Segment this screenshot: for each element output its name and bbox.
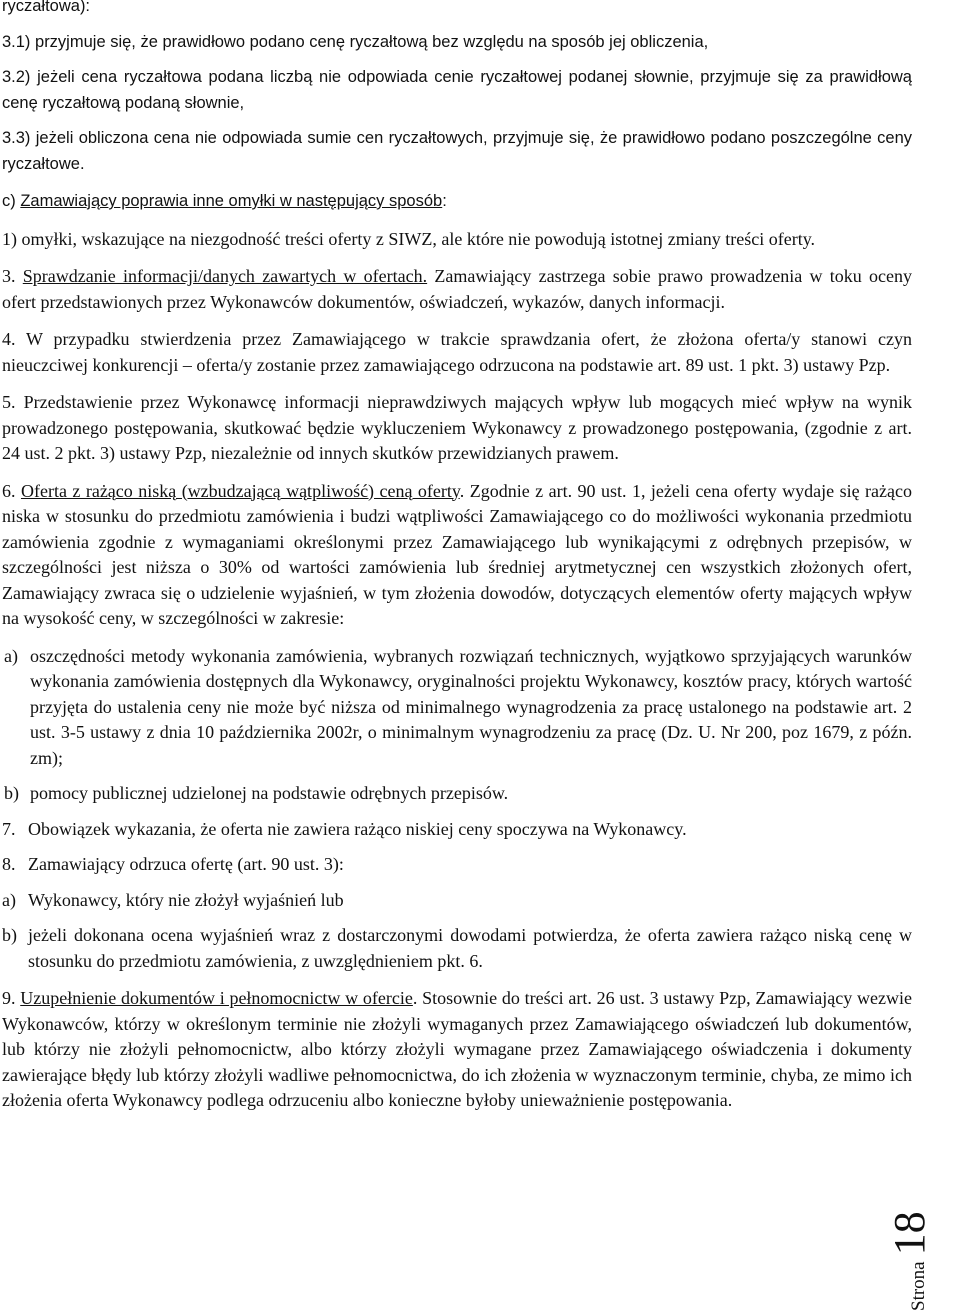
section-7-label: 7. <box>2 818 16 839</box>
section-6-item-b-text: pomocy publicznej udzielonej na podstawie odrębnych przepisów. <box>30 783 509 803</box>
section-6-item-b-label: b) <box>4 783 19 803</box>
rule-c-1: 1) omyłki, wskazujące na niezgodność treści oferty z SIWZ, ale które nie powodują istotnej zmiany treści oferty. <box>2 228 816 249</box>
rule-3-1: 3.1) przyjmuje się, że prawidłowo podano cenę ryczałtową bez względu na sposób jej obliczenia, <box>2 32 709 51</box>
section-6-item-a-text: oszczędności metody wykonania zamówienia, wybranych rozwiązań technicznych, wyjątkowo sprzyjających warunków wykonania zamówienia dostępnych dla Wykonawcy, oryginalności projektu Wykonawcy, kosztów pracy, których wartość przyjęta do ustalenia ceny nie może być niższa od minimalnego wynagrodzenia za pracę ustalonego na podstawie art. 2 ust. 3-5 ustawy z dnia 10 października 2002r, o minimalnym wynagrodzeniu za pracę (Dz. U. Nr 200, poz 1679, z późn. zm); <box>30 645 912 768</box>
section-6-number: 6. <box>2 480 21 501</box>
section-3-text: Zamawiający zastrzega sobie prawo prowadzenia w toku oceny ofert przedstawionych przez Wykonawców dokumentów, oświadczeń, wykazów, danych informacji. <box>2 266 912 312</box>
rule-c-heading: Zamawiający poprawia inne omyłki w następujący sposób <box>20 192 443 210</box>
rule-c <box>2 189 912 215</box>
section-8-item-a <box>2 888 912 914</box>
section-5: 5. Przedstawienie przez Wykonawcę informacji nieprawdziwych mających wpływ lub mogących mieć wpływ na wynik prowadzonego postępowania, skutkować będzie wykluczeniem Wykonawcy z prowadzonego postępowania, (zgodnie z art. 24 ust. 2 pkt. 3) ustawy Pzp, niezależnie od innych skutków przewidzianych prawem. <box>2 392 912 463</box>
section-4: 4. W przypadku stwierdzenia przez Zamawiającego w trakcie sprawdzania ofert, że złożona oferta/y stanowi czyn nieuczciwej konkurencji – oferta/y zostanie przez zamawiającego odrzucona na podstawie art. 89 ust. 1 pkt. 3) ustawy Pzp. <box>2 329 912 375</box>
section-6-item-b <box>2 781 912 807</box>
section-9-text: . Stosownie do treści art. 26 ust. 3 ustawy Pzp, Zamawiający wezwie Wykonawców, którzy w określonym terminie nie złożyli wymaganych przez Zamawiającego oświadczeń lub dokumentów, lub którzy nie złożyli pełnomocnictw, albo którzy złożyli wymagane przez Zamawiającego oświadczenia i dokumenty zawierające błędy lub którzy złożyli wadliwe pełnomocnictwa, do ich złożenia w wyznaczonym terminie, chyba, ze mimo ich złożenia oferta Wykonawcy podlega odrzuceniu albo konieczne byłoby unieważnienie postępowania. <box>2 988 912 1110</box>
section-6-item-a <box>2 644 912 772</box>
line-ryczaltowa: ryczałtowa): <box>2 0 91 15</box>
section-6-text: . Zgodnie z art. 90 ust. 1, jeżeli cena oferty wydaje się rażąco niska w stosunku do przedmiotu zamówienia i budzi wątpliwości Zamawiającego co do możliwości wykonania przedmiotu zamówienia zgodnie z wymaganiami określonymi przez Zamawiającego lub wynikającymi z odrębnych przepisów, w szczególności jest niższa o 30% od wartości zamówienia lub średniej arytmetycznej cen wszystkich złożonych ofert, Zamawiający zwraca się o udzielenie wyjaśnień, w tym złożenia dowodów, dotyczących elementów oferty mających wpływ na wysokość ceny, w szczególności w zakresie: <box>2 480 913 628</box>
section-7 <box>2 817 912 843</box>
section-9 <box>2 986 912 1114</box>
section-8-item-b <box>2 923 912 974</box>
document-page <box>2 0 912 1114</box>
page-number: 18 <box>885 1211 934 1256</box>
section-8-item-b-label: b) <box>2 925 17 945</box>
section-3-title: Sprawdzanie informacji/danych zawartych w ofertach. <box>22 266 428 286</box>
page-footer <box>885 1051 958 1311</box>
rule-3-3: 3.3) jeżeli obliczona cena nie odpowiada sumie cen ryczałtowych, przyjmuje się, że prawidłowo podano poszczególne ceny ryczałtowe. <box>2 129 912 173</box>
section-6 <box>2 479 912 632</box>
page-label: Strona <box>908 1261 929 1311</box>
section-8-text: Zamawiający odrzuca ofertę (art. 90 ust. 3): <box>28 854 344 874</box>
section-3-number: 3. <box>2 266 23 286</box>
rule-c-colon: : <box>442 192 447 210</box>
section-8-label: 8. <box>2 854 16 874</box>
page-number-block <box>884 1211 935 1311</box>
section-8 <box>2 852 912 878</box>
section-7-text: Obowiązek wykazania, że oferta nie zawiera rażąco niskiej ceny spoczywa na Wykonawcy. <box>28 818 687 839</box>
section-6-title: Oferta z rażąco niską (wzbudzającą wątpliwość) ceną oferty <box>20 480 460 501</box>
section-6-item-a-label: a) <box>4 645 18 666</box>
section-3 <box>2 264 912 315</box>
section-8-item-a-label: a) <box>2 889 16 910</box>
section-9-title: Uzupełnienie dokumentów i pełnomocnictw w ofercie <box>20 988 413 1008</box>
section-8-item-a-text: Wykonawcy, który nie złożył wyjaśnień lub <box>28 889 344 910</box>
rule-c-label: c) <box>2 192 21 210</box>
rule-3-2: 3.2) jeżeli cena ryczałtowa podana liczbą nie odpowiada cenie ryczałtowej podanej słownie, przyjmuje się za prawidłową cenę ryczałtową podaną słownie, <box>2 68 912 112</box>
section-9-number: 9. <box>2 988 21 1008</box>
section-8-item-b-text: jeżeli dokonana ocena wyjaśnień wraz z dostarczonymi dowodami potwierdza, że oferta zawiera rażąco niską cenę w stosunku do przedmiotu zamówienia, z uwzględnieniem pkt. 6. <box>28 925 912 971</box>
